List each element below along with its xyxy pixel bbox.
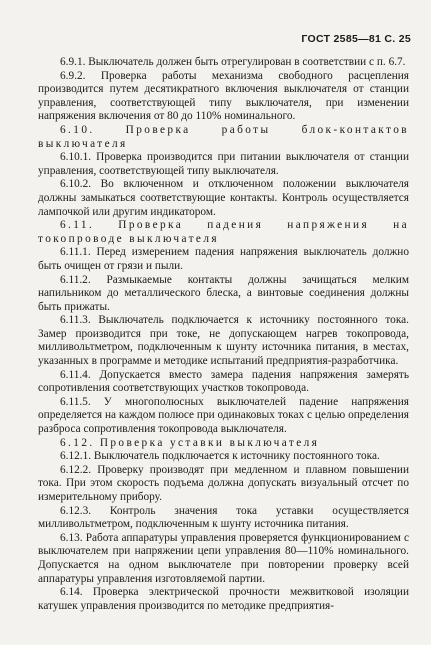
paragraph: 6.11.5. У многополюсных выключателей падение напряжения определяется на каждом полюсе при одинаковых токах с целью определения разброса сопротивления токопровода выключателя. [38, 395, 409, 436]
paragraph: 6.13. Работа аппаратуры управления проверяется функционированием с выключателем при напряжении цепи управления 80—110% номинального. Допускается на одном выключателе при повторении проверку всей аппаратуры управления изготовляемой партии. [38, 531, 409, 585]
section-heading: 6.12. Проверка уставки выключателя [60, 436, 320, 449]
paragraph: 6.9.2. Проверка работы механизма свободного расцепления производится путем десятикратного включения выключателя от станции управления, соответствующей типу выключателя, при изменении напряжения включения от 80 до 110% номинального. [38, 69, 409, 123]
paragraph: 6.10.2. Во включенном и отключенном положении выключателя должны замыкаться соответствующие контакты. Контроль осуществляется лампочкой или другим индикатором. [38, 178, 409, 218]
paragraph: 6.10.1. Проверка производится при питании выключателя от станции управления, соответствующей типу выключателя. [38, 151, 409, 177]
section-heading: 6.11. Проверка падения напряжения на токопроводе выключателя [38, 219, 409, 245]
paragraph: 6.9.1. Выключатель должен быть отрегулирован в соответствии с п. 6.7. [60, 56, 406, 68]
paragraph: 6.12.3. Контроль значения тока уставки осуществляется милливольтметром, подключенным к шунту источника питания. [38, 504, 409, 531]
paragraph: 6.14. Проверка электрической прочности межвитковой изоляции катушек управления производится по методике предприятия- [38, 586, 409, 612]
paragraph: 6.11.1. Перед измерением падения напряжения выключатель должно быть очищен от грязи и пыли. [38, 246, 409, 272]
paragraph: 6.11.3. Выключатель подключается к источнику постоянного тока. Замер производится при токе, не допускающем нагрев токопровода, милливольтметром, подключенным к шунту источника питания, в местах, указанных в программе и методике испытаний предприятия-разработчика. [38, 314, 409, 368]
section-heading: 6.10. Проверка работы блок-контактов выключателя [38, 123, 409, 150]
paragraph: 6.11.2. Размыкаемые контакты должны зачищаться мелким напильником до металлического блеска, а винтовые соединения должны быть прижаты. [38, 273, 409, 313]
document-body [38, 56, 409, 613]
paragraph: 6.11.4. Допускается вместо замера падения напряжения замерять сопротивления соответствующих участков токопровода. [38, 368, 409, 395]
page-header: ГОСТ 2585—81 С. 25 [301, 33, 411, 45]
paragraph: 6.12.2. Проверку производят при медленном и плавном повышении тока. При этом скорость подъема должна допускать визуальный отсчет по измерительному прибору. [38, 463, 409, 503]
paragraph: 6.12.1. Выключатель подключается к источнику постоянного тока. [60, 450, 380, 463]
